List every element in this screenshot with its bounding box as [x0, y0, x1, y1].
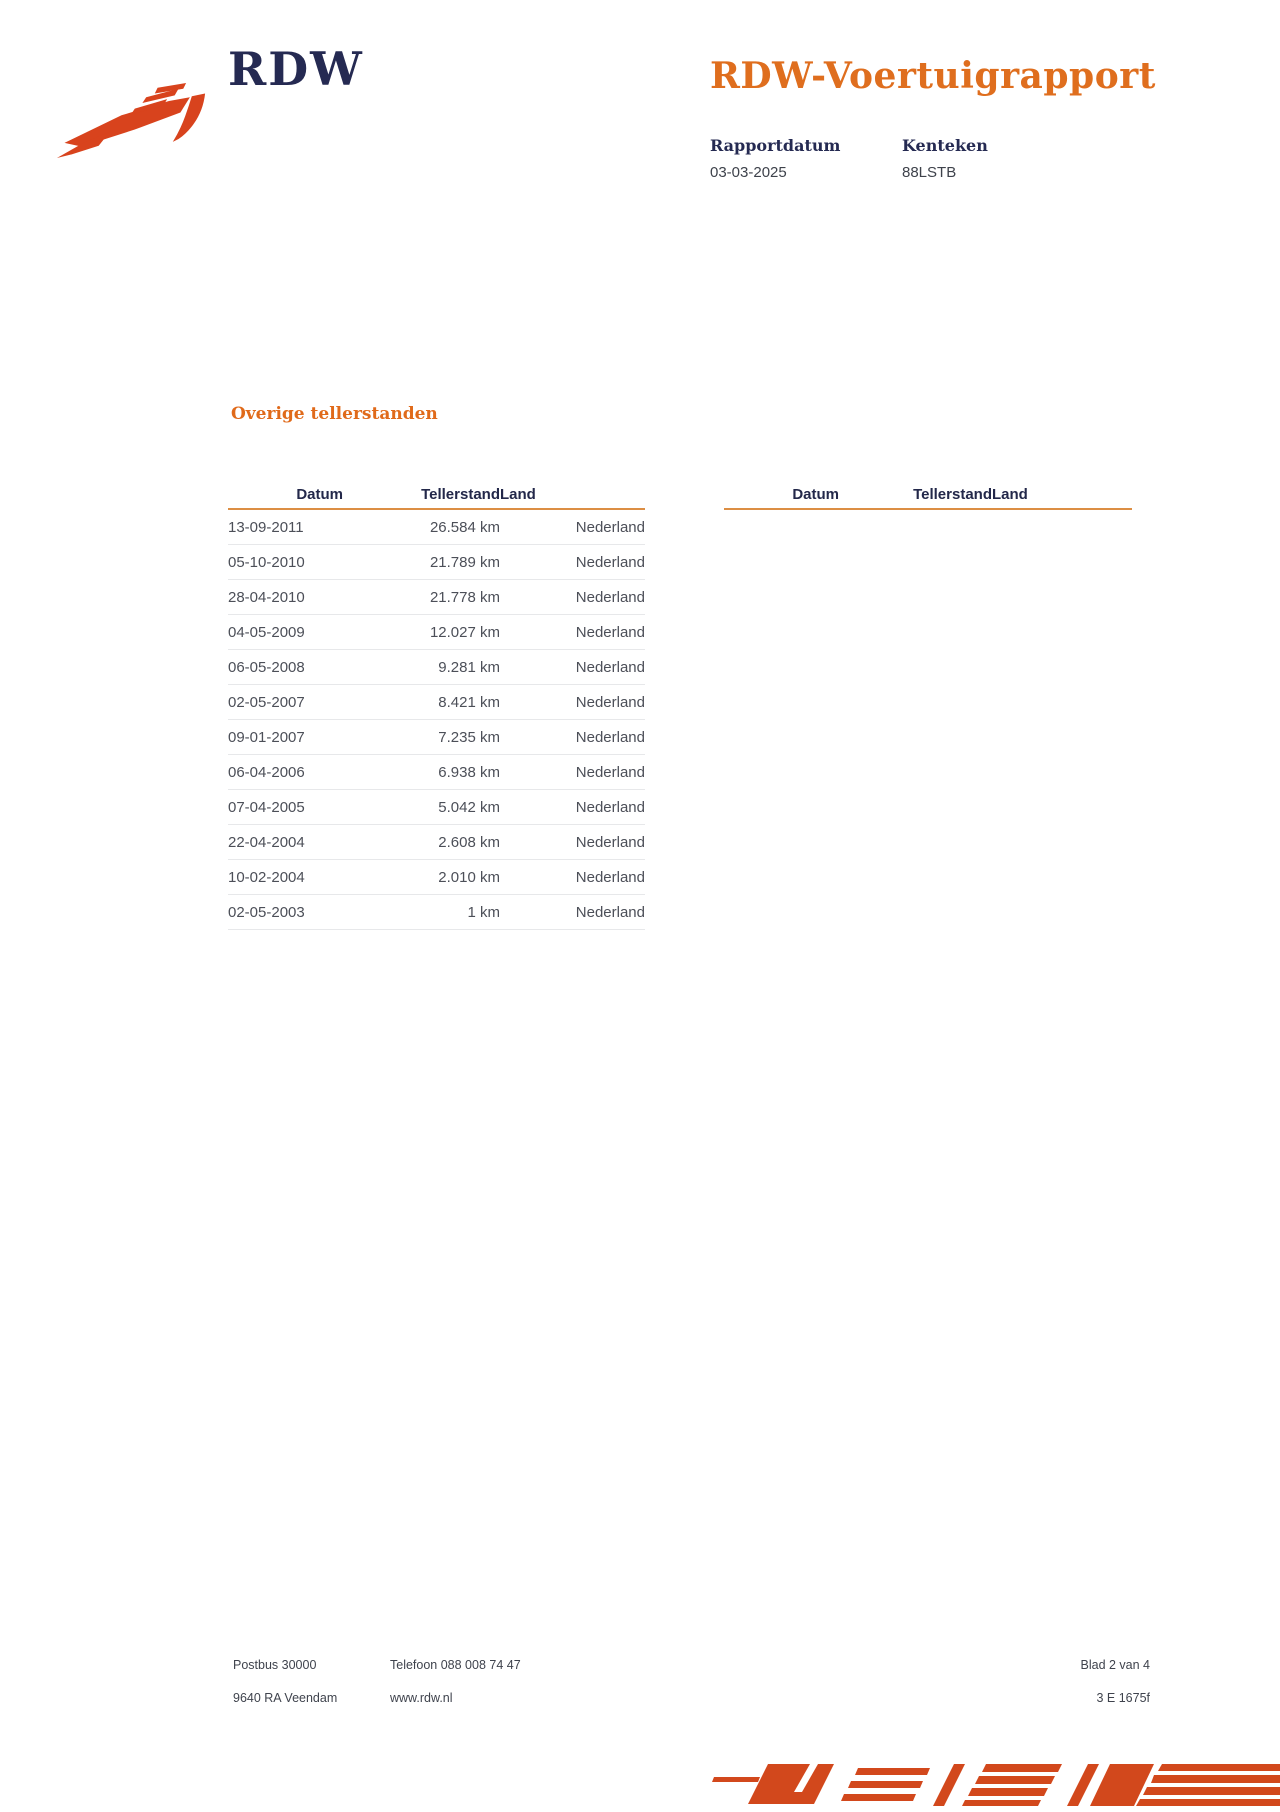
footer-page-number: Blad 2 van 4: [1080, 1658, 1150, 1672]
table-row: [228, 580, 645, 615]
cell-tellerstand: 21.778 km: [429, 588, 500, 606]
cell-land: Nederland: [575, 658, 645, 676]
table-row: [228, 825, 645, 860]
cell-datum: 22-04-2004: [228, 833, 305, 851]
footer-contact-block: [233, 1649, 521, 1715]
cell-land: Nederland: [575, 763, 645, 781]
cell-tellerstand: 12.027 km: [429, 623, 500, 641]
rapportdatum-label: Rapportdatum: [710, 136, 841, 155]
column-header: Datum: [296, 486, 343, 503]
mileage-tables: [228, 486, 1132, 930]
table-header-row: [228, 486, 645, 510]
mileage-table-left: [228, 486, 645, 930]
rdw-logo-swoosh-icon: [55, 82, 207, 160]
cell-land: Nederland: [575, 728, 645, 746]
cell-datum: 06-05-2008: [228, 658, 305, 676]
footer-phone: Telefoon 088 008 74 47: [390, 1658, 521, 1672]
footer-city: 9640 RA Veendam: [233, 1691, 338, 1705]
footer-website: www.rdw.nl: [390, 1691, 453, 1705]
cell-tellerstand: 6.938 km: [438, 763, 500, 781]
cell-datum: 06-04-2006: [228, 763, 305, 781]
cell-land: Nederland: [575, 518, 645, 536]
cell-tellerstand: 9.281 km: [438, 658, 500, 676]
report-meta: [710, 136, 988, 181]
footer-page-block: [1081, 1649, 1151, 1715]
cell-tellerstand: 2.010 km: [438, 868, 500, 886]
table-body: [228, 510, 645, 930]
cell-datum: 09-01-2007: [228, 728, 305, 746]
table-header-row: [724, 486, 1132, 510]
cell-datum: 02-05-2007: [228, 693, 305, 711]
table-row: [228, 685, 645, 720]
rapportdatum-value: 03-03-2025: [710, 164, 787, 181]
table-row: [228, 545, 645, 580]
kenteken-label: Kenteken: [902, 136, 988, 155]
table-row: [228, 790, 645, 825]
cell-land: Nederland: [575, 833, 645, 851]
cell-tellerstand: 2.608 km: [438, 833, 500, 851]
column-header: Datum: [792, 486, 839, 503]
footer-contact-column: [390, 1649, 521, 1715]
cell-tellerstand: 8.421 km: [438, 693, 500, 711]
mileage-table-right: [724, 486, 1132, 930]
footer-postbus: Postbus 30000: [233, 1658, 317, 1672]
kenteken-value: 88LSTB: [902, 164, 957, 181]
meta-kenteken: [902, 136, 988, 181]
cell-datum: 04-05-2009: [228, 623, 305, 641]
cell-tellerstand: 5.042 km: [438, 798, 500, 816]
table-row: [228, 895, 645, 930]
meta-rapportdatum: [710, 136, 902, 181]
table-row: [228, 615, 645, 650]
cell-datum: 02-05-2003: [228, 903, 305, 921]
cell-land: Nederland: [575, 693, 645, 711]
cell-land: Nederland: [575, 623, 645, 641]
footer-address-column: [233, 1649, 390, 1715]
cell-land: Nederland: [575, 553, 645, 571]
column-header: Tellerstand: [421, 486, 500, 503]
cell-datum: 05-10-2010: [228, 553, 305, 571]
section-heading: Overige tellerstanden: [231, 404, 438, 424]
column-header: Land: [500, 486, 536, 503]
cell-datum: 13-09-2011: [228, 518, 304, 536]
cell-datum: 10-02-2004: [228, 868, 305, 886]
rdw-wordmark: RDW: [228, 42, 364, 96]
column-header: Land: [992, 486, 1028, 503]
table-row: [228, 755, 645, 790]
cell-land: Nederland: [575, 903, 645, 921]
cell-tellerstand: 1 km: [467, 903, 500, 921]
cell-datum: 07-04-2005: [228, 798, 305, 816]
cell-tellerstand: 7.235 km: [438, 728, 500, 746]
cell-tellerstand: 26.584 km: [429, 518, 500, 536]
cell-land: Nederland: [575, 588, 645, 606]
cell-land: Nederland: [575, 798, 645, 816]
cell-datum: 28-04-2010: [228, 588, 305, 606]
table-row: [228, 860, 645, 895]
report-title: RDW-Voertuigrapport: [710, 55, 1156, 97]
rdw-stripe-graphic: [706, 1758, 1280, 1812]
cell-land: Nederland: [575, 868, 645, 886]
footer-doc-code: 3 E 1675f: [1096, 1691, 1150, 1705]
column-header: Tellerstand: [913, 486, 992, 503]
table-row: [228, 510, 645, 545]
table-row: [228, 650, 645, 685]
table-row: [228, 720, 645, 755]
cell-tellerstand: 21.789 km: [429, 553, 500, 571]
